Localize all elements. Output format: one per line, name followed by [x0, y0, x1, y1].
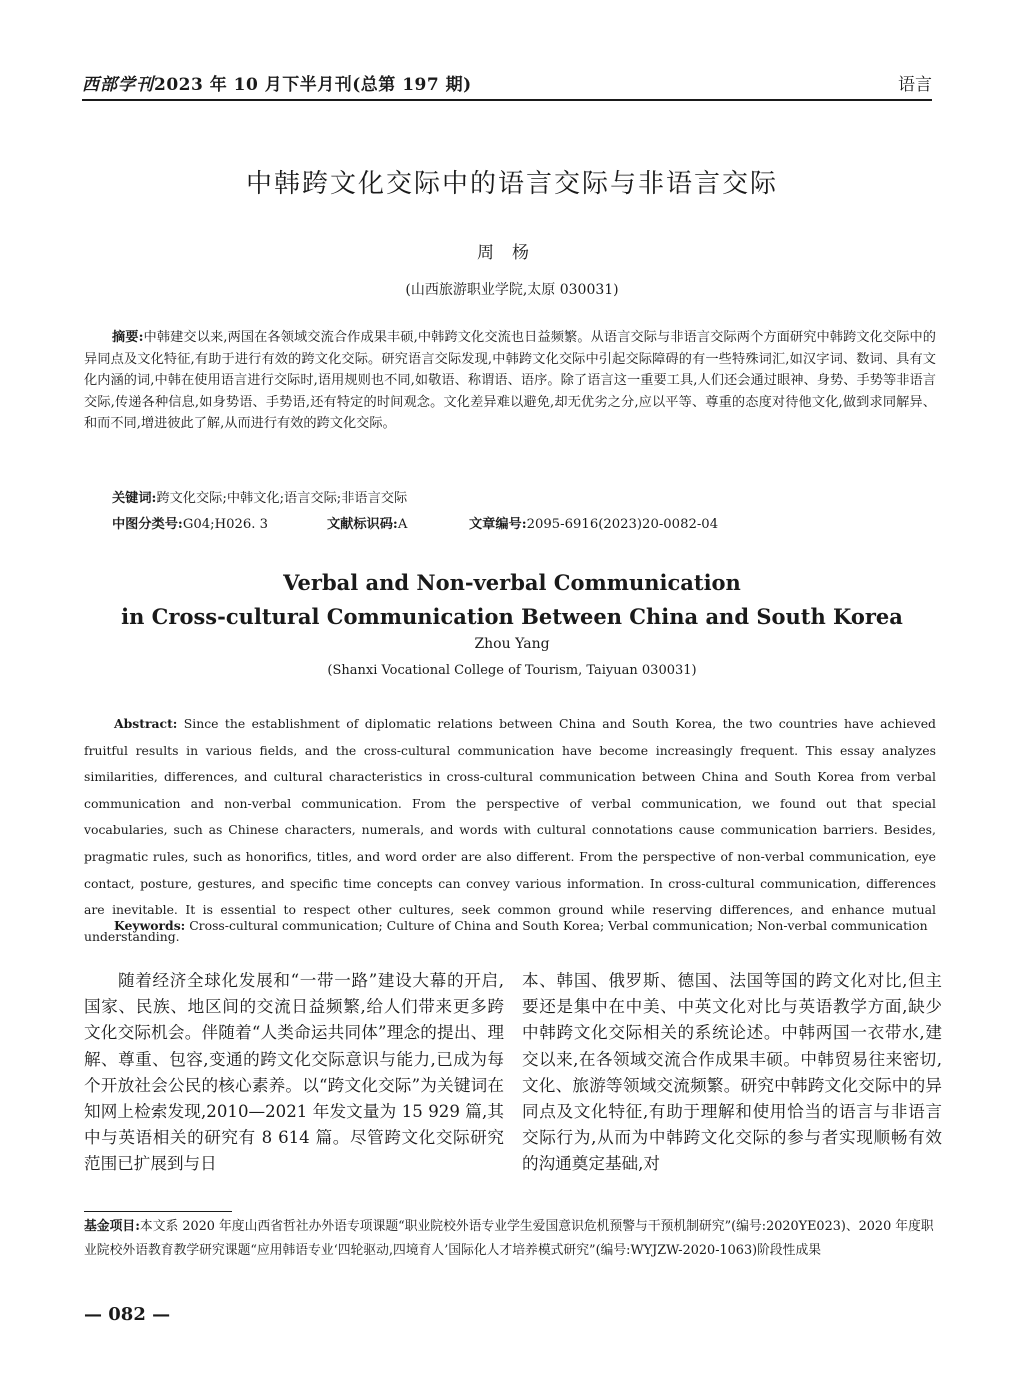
english-title: [0, 566, 1024, 634]
english-abstract-text: Since the establishment of diplomatic relations between China and South Korea, the two countries have achieved fruitful results in various fields, and the cross-cultural communication have become increasingly frequent. This essay analyzes similarities, differences, and cultural characteristics in cross-cultural communication between China and South Korea from verbal communication and non-verbal communication. From the perspective of verbal communication, we found out that special vocabularies, such as Chinese characters, numerals, and words with cultural connotations cause communication barriers. Besides, pragmatic rules, such as honorifics, titles, and word order are also different. From the perspective of non-verbal communication, eye contact, posture, gestures, and specific time concepts can convey various information. In cross-cultural communication, differences are inevitable. It is essential to respect other cultures, seek common ground while reserving differences, and enhance mutual understanding.: [84, 716, 936, 944]
chinese-keywords: [112, 487, 407, 506]
english-keywords: [114, 918, 944, 933]
clc-number: [112, 513, 327, 532]
doc-label: 文献标识码:: [327, 517, 398, 532]
art-value: 2095-6916(2023)20-0082-04: [526, 517, 719, 532]
keywords-text: 跨文化交际;中韩文化;语言交际;非语言交际: [156, 491, 408, 506]
section-label: 语言: [898, 75, 932, 95]
english-title-line-2: in Cross-cultural Communication Between China and South Korea: [121, 604, 903, 629]
english-affiliation: (Shanxi Vocational College of Tourism, Taiyuan 030031): [327, 663, 697, 678]
english-abstract-label: Abstract:: [114, 716, 178, 731]
keywords-label: 关键词:: [112, 491, 157, 506]
issue-label: 2023 年 10 月下半月刊(总第 197 期): [154, 75, 472, 95]
author: 周杨: [477, 243, 547, 263]
art-label: 文章编号:: [469, 517, 527, 532]
journal-issue: [82, 70, 472, 95]
english-keywords-text: Cross-cultural communication; Culture of China and South Korea; Verbal communication; Non-verbal communication: [185, 918, 928, 933]
body-column-left: 随着经济全球化发展和“一带一路”建设大幕的开启,国家、民族、地区间的交流日益频繁,给人们带来更多跨文化交际机会。伴随着“人类命运共同体”理念的提出、理解、尊重、包容,变通的跨文化交际意识与能力,已成为每个开放社会公民的核心素养。以“跨文化交际”为关键词在知网上检索发现,2010—2021 年发文量为 15 929 篇,其中与英语相关的研究有 8 614 篇。尽管跨文化交际研究范围已扩展到与日: [84, 971, 504, 1174]
clc-value: G04;H026. 3: [182, 517, 269, 532]
clc-label: 中图分类号:: [112, 517, 183, 532]
header-rule: [82, 99, 932, 101]
journal-logo: 西部学刊: [82, 75, 154, 95]
article-metadata: [112, 513, 952, 532]
abstract-text: 中韩建交以来,两国在各领域交流合作成果丰硕,中韩跨文化交流也日益频繁。从语言交际与非语言交际两个方面研究中韩跨文化交际中的异同点及文化特征,有助于进行有效的跨文化交际。研究语言交际发现,中韩跨文化交际中引起交际障碍的有一些特殊词汇,如汉字词、数词、具有文化内涵的词,中韩在使用语言进行交际时,语用规则也不同,如敬语、称谓语、语序。除了语言这一重要工具,人们还会通过眼神、身势、手势等非语言交际,传递各种信息,如身势语、手势语,还有特定的时间观念。文化差异难以避免,却无优劣之分,应以平等、尊重的态度对待他文化,做到求同解异、和而不同,增进彼此了解,从而进行有效的跨文化交际。: [84, 330, 936, 432]
footnote-text: 本文系 2020 年度山西省哲社办外语专项课题“职业院校外语专业学生爱国意识危机预警与干预机制研究”(编号:2020YE023)、2020 年度职业院校外语教育教学研究课题“应用韩语专业‘四轮驱动,四境育人’国际化人才培养模式研究”(编号:WYJZW-2020-1063)阶段性成果: [84, 1219, 934, 1258]
article-number: [469, 513, 718, 532]
article-title: 中韩跨文化交际中的语言交际与非语言交际: [245, 169, 778, 199]
english-abstract: [84, 711, 936, 950]
affiliation: (山西旅游职业学院,太原 030031): [405, 282, 619, 298]
footnote-rule: [84, 1211, 232, 1212]
english-title-line-1: Verbal and Non-verbal Communication: [283, 570, 741, 595]
doc-value: A: [397, 517, 408, 532]
chinese-abstract: [84, 327, 936, 435]
english-author: Zhou Yang: [474, 636, 550, 652]
page-number: — 082 —: [84, 1304, 171, 1325]
funding-footnote: [84, 1215, 940, 1262]
doc-code: [327, 513, 469, 532]
english-keywords-label: Keywords:: [114, 918, 186, 933]
abstract-label: 摘要:: [112, 330, 144, 345]
footnote-label: 基金项目:: [84, 1219, 140, 1234]
running-header: [82, 70, 932, 100]
body-column-right: 本、韩国、俄罗斯、德国、法国等国的跨文化对比,但主要还是集中在中美、中英文化对比与英语教学方面,缺少中韩跨文化交际相关的系统论述。中韩两国一衣带水,建交以来,在各领域交流合作成果丰硕。中韩贸易往来密切,文化、旅游等领域交流频繁。研究中韩跨文化交际中的异同点及文化特征,有助于理解和使用恰当的语言与非语言交际行为,从而为中韩跨文化交际的参与者实现顺畅有效的沟通奠定基础,对: [522, 971, 942, 1174]
